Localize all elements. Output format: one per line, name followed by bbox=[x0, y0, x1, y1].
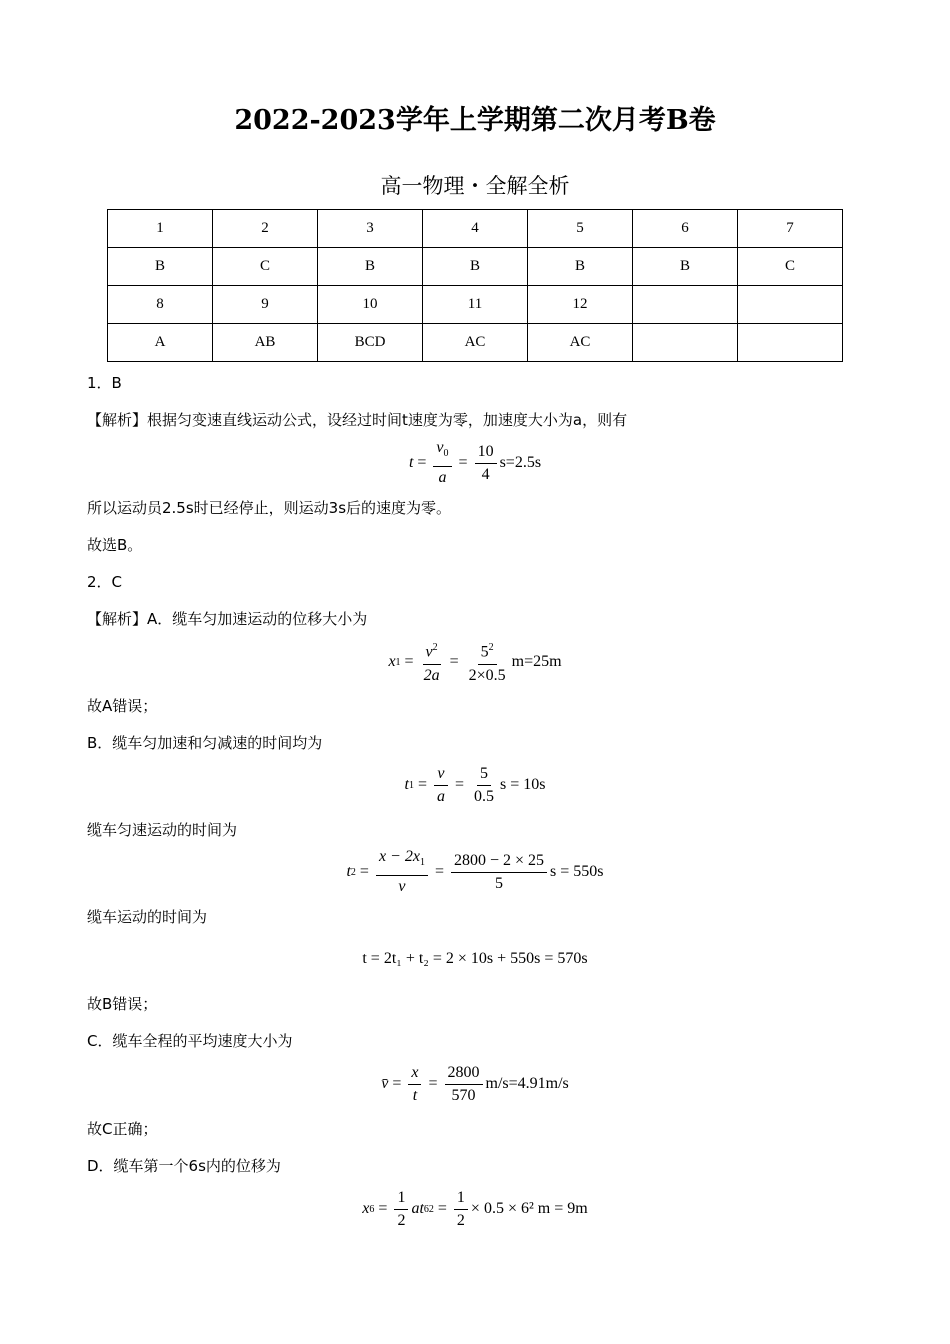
answer-table-cell: 11 bbox=[423, 286, 528, 324]
answer-table-cell bbox=[738, 286, 843, 324]
answer-table-cell: 6 bbox=[633, 210, 738, 248]
answer-table-cell bbox=[738, 324, 843, 362]
q2-a-conclusion: 故A错误； bbox=[87, 697, 158, 715]
answer-table-cell: AC bbox=[528, 324, 633, 362]
answer-table-cell: 12 bbox=[528, 286, 633, 324]
page-subtitle: 高一物理・全解全析 bbox=[380, 174, 570, 198]
answer-table-row bbox=[108, 248, 843, 286]
q2-heading: 2．C bbox=[87, 573, 123, 591]
answer-table-cell: 7 bbox=[738, 210, 843, 248]
answer-table-row bbox=[108, 210, 843, 248]
q2-c-text: C．缆车全程的平均速度大小为 bbox=[87, 1032, 293, 1050]
q2-analysis-a: 【解析】A．缆车匀加速运动的位移大小为 bbox=[87, 610, 368, 628]
answer-table-cell: 1 bbox=[108, 210, 213, 248]
q1-line3: 故选B。 bbox=[87, 536, 143, 554]
answer-table-cell: B bbox=[423, 248, 528, 286]
answer-table-cell: B bbox=[528, 248, 633, 286]
answer-table-cell: C bbox=[738, 248, 843, 286]
q2-formula-b2: t 2 = $\frac{x - 2x_1}{v}$ = $\frac{2800 - 2 \times 25}{5}$ s = 550s bbox=[346, 848, 604, 895]
answer-table-cell: B bbox=[108, 248, 213, 286]
q2-formula-d: x 6 = $\frac{1}{2}$ at 6 2 = $\frac{1}{2}$ × 0.5 × 6² m = 9m bbox=[362, 1188, 588, 1229]
q1-line2: 所以运动员2.5s时已经停止，则运动3s后的速度为零。 bbox=[87, 499, 452, 517]
answer-table-cell: C bbox=[213, 248, 318, 286]
answer-table-cell: BCD bbox=[318, 324, 423, 362]
answer-table-cell: 5 bbox=[528, 210, 633, 248]
q2-formula-b3: t = 2t₁ + t₂ = 2 × 10s + 550s = 570s bbox=[362, 950, 588, 967]
answer-table-row bbox=[108, 286, 843, 324]
answer-table-cell: 2 bbox=[213, 210, 318, 248]
answer-table-row bbox=[108, 324, 843, 362]
q1-heading: 1．B bbox=[87, 374, 122, 392]
answer-table-cell: 4 bbox=[423, 210, 528, 248]
q1-formula: t = $\frac{v_0}{a}$ = $\frac{10}{4}$ s=2.5s bbox=[408, 439, 542, 486]
answer-table-cell: 9 bbox=[213, 286, 318, 324]
q2-b-text: B．缆车匀加速和匀减速的时间均为 bbox=[87, 734, 323, 752]
answer-table-cell: 8 bbox=[108, 286, 213, 324]
answer-table-cell: B bbox=[318, 248, 423, 286]
page-title: 2022-2023学年上学期第二次月考B卷 bbox=[234, 105, 716, 136]
q2-d-text: D．缆车第一个6s内的位移为 bbox=[87, 1157, 281, 1175]
answer-table-cell: A bbox=[108, 324, 213, 362]
q2-formula-c: v̄ = $\frac{x}{t}$ = $\frac{2800}{570}$ m/s=4.91m/s bbox=[381, 1063, 569, 1104]
q2-formula-a: x 1 = $\frac{v^2}{2a}$ = $\frac{5^2}{2\times 0.5}$ m=25m bbox=[0, 638, 950, 686]
answer-table-cell: 10 bbox=[318, 286, 423, 324]
answer-table-cell: B bbox=[633, 248, 738, 286]
q2-b-text2: 缆车匀速运动的时间为 bbox=[87, 821, 238, 839]
q1-analysis: 【解析】根据匀变速直线运动公式，设经过时间t速度为零，加速度大小为a，则有 bbox=[87, 411, 628, 429]
q2-formula-b1: t 1 = $\frac{v}{a}$ = $\frac{5}{0.5}$ s = 10s bbox=[404, 764, 546, 805]
answer-table-cell bbox=[633, 286, 738, 324]
q2-b-conclusion: 故B错误； bbox=[87, 995, 158, 1013]
q2-c-conclusion: 故C正确； bbox=[87, 1120, 158, 1138]
q2-b-text3: 缆车运动的时间为 bbox=[87, 908, 208, 926]
answer-table-cell: AB bbox=[213, 324, 318, 362]
answer-table bbox=[107, 209, 843, 362]
answer-table-cell bbox=[633, 324, 738, 362]
answer-table-cell: 3 bbox=[318, 210, 423, 248]
answer-table-cell: AC bbox=[423, 324, 528, 362]
